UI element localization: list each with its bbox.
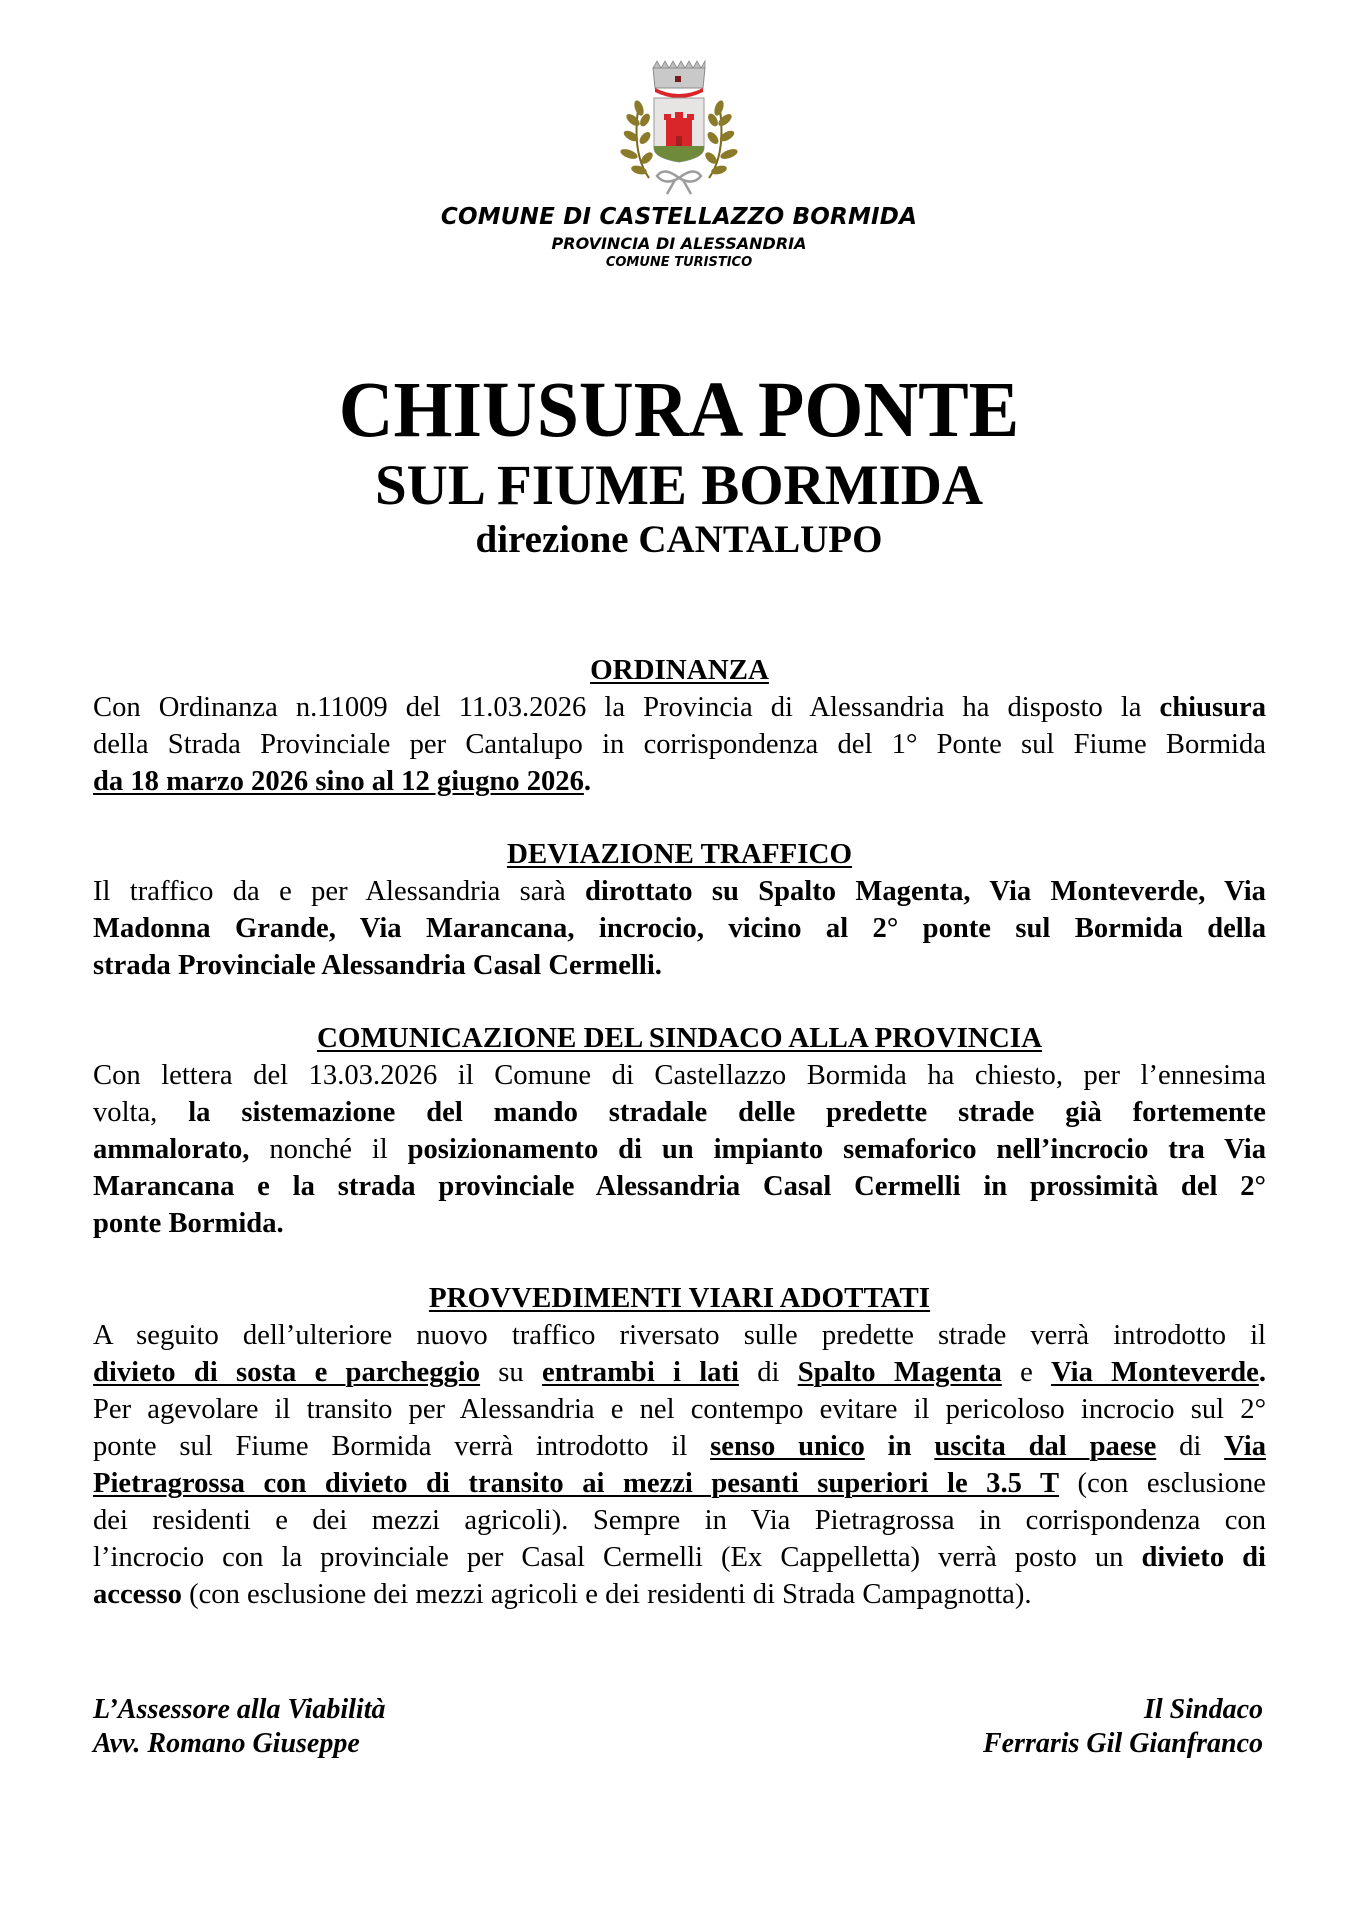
text-run: ponte sul Fiume Bormida verrà introdotto il: [93, 1431, 711, 1462]
section-body: [93, 873, 1266, 984]
section-deviazione: [93, 836, 1266, 984]
text-line: [93, 726, 1266, 763]
bold-text: ammalorato,: [93, 1134, 250, 1165]
text-run: Il traffico da e per Alessandria sarà: [93, 876, 586, 907]
bold-text: ponte Bormida.: [93, 1208, 284, 1239]
notice-title: CHIUSURA PONTE: [338, 367, 1020, 454]
crown-icon: [653, 61, 705, 98]
text-line: [93, 1205, 1266, 1242]
bold-text: posizionamento di un impianto semaforico nell’incrocio tra Via: [407, 1134, 1266, 1165]
signature-name: Avv. Romano Giuseppe: [93, 1728, 360, 1759]
text-run: nonché il: [249, 1134, 408, 1165]
text-line: [93, 1428, 1266, 1465]
text-run: su: [480, 1357, 542, 1388]
text-line: [93, 1057, 1266, 1094]
bold-text: Marancana e la strada provinciale Alessandria Casal Cermelli in prossimità del 2°: [93, 1171, 1266, 1202]
section-comunicazione: [93, 1020, 1266, 1242]
emphasized-text: Spalto Magenta: [797, 1357, 1002, 1388]
text-line: [93, 1502, 1266, 1539]
section-heading: DEVIAZIONE TRAFFICO: [506, 838, 853, 870]
shield-icon: [654, 98, 704, 162]
text-line: [93, 1094, 1266, 1131]
bold-text: la sistemazione del mando stradale delle predette strade già fortemente: [188, 1097, 1266, 1128]
emphasized-text: Via Monteverde: [1051, 1357, 1259, 1388]
coat-of-arms-logo: [609, 58, 749, 198]
text-run: A seguito dell’ulteriore nuovo traffico riversato sulle predette strade verrà introdotto il: [93, 1320, 1266, 1351]
text-line: [93, 910, 1266, 947]
text-line: [93, 1317, 1266, 1354]
text-run: (con esclusione dei mezzi agricoli e dei residenti di Strada Campagnotta).: [181, 1579, 1032, 1610]
emphasized-text: da 18 marzo 2026 sino al 12 giugno 2026: [93, 766, 584, 797]
bold-text: .: [1258, 1357, 1266, 1388]
bold-text: in: [864, 1431, 935, 1462]
section-ordinanza: [93, 652, 1266, 800]
municipality-status: COMUNE TURISTICO: [605, 255, 753, 270]
text-line: [93, 1131, 1266, 1168]
emphasized-text: uscita dal paese: [934, 1431, 1157, 1462]
text-line: [93, 1576, 1266, 1613]
section-body: [93, 1057, 1266, 1242]
emphasized-text: divieto di sosta e parcheggio: [93, 1357, 481, 1388]
text-line: [93, 1465, 1266, 1502]
bold-text: divieto di: [1141, 1542, 1266, 1573]
section-heading: PROVVEDIMENTI VIARI ADOTTATI: [428, 1282, 931, 1314]
emphasized-text: entrambi i lati: [542, 1357, 739, 1388]
text-run: (con esclusione: [1059, 1468, 1266, 1499]
section-heading: COMUNICAZIONE DEL SINDACO ALLA PROVINCIA: [316, 1022, 1043, 1054]
section-body: [93, 1317, 1266, 1613]
text-run: e: [1001, 1357, 1052, 1388]
text-line: [93, 689, 1266, 726]
signature-assessore: [93, 1693, 385, 1761]
text-run: di: [738, 1357, 798, 1388]
emphasized-text: senso unico: [710, 1431, 865, 1462]
text-run: della Strada Provinciale per Cantalupo in corrispondenza del 1° Ponte sul Fiume Bormida: [93, 729, 1266, 760]
text-run: Con Ordinanza n.11009 del 11.03.2026 la Provincia di Alessandria ha disposto la: [93, 692, 1160, 723]
text-line: [93, 947, 1266, 984]
text-line: [93, 1391, 1266, 1428]
text-line: [93, 763, 1266, 800]
signature-name: Ferraris Gil Gianfranco: [982, 1728, 1263, 1759]
section-body: [93, 689, 1266, 800]
signature-role: Il Sindaco: [1143, 1694, 1263, 1725]
text-run: Per agevolare il transito per Alessandria e nel contempo evitare il pericoloso incrocio sul 2°: [93, 1394, 1266, 1425]
notice-direction: direzione CANTALUPO: [475, 518, 883, 561]
text-run: di: [1156, 1431, 1225, 1462]
emphasized-text: Pietragrossa con divieto di transito ai mezzi pesanti superiori le 3.5 T: [93, 1468, 1060, 1499]
bold-text: strada Provinciale Alessandria Casal Cermelli.: [93, 950, 662, 981]
text-line: [93, 1354, 1266, 1391]
signature-role: L’Assessore alla Viabilità: [93, 1694, 386, 1725]
section-provvedimenti: [93, 1280, 1266, 1613]
signature-sindaco: [983, 1693, 1263, 1761]
text-run: dei residenti e dei mezzi agricoli). Sempre in Via Pietragrossa in corrispondenza con: [93, 1505, 1266, 1536]
bold-text: chiusura: [1159, 692, 1266, 723]
text-line: [93, 1168, 1266, 1205]
municipality-name: COMUNE DI CASTELLAZZO BORMIDA: [440, 204, 918, 230]
text-line: [93, 873, 1266, 910]
bold-text: .: [583, 766, 592, 797]
bold-text: dirottato su Spalto Magenta, Via Monteverde, Via: [585, 876, 1266, 907]
text-line: [93, 1539, 1266, 1576]
province-name: PROVINCIA DI ALESSANDRIA: [551, 234, 807, 253]
ribbon-icon: [657, 171, 701, 194]
text-run: volta,: [93, 1097, 189, 1128]
text-run: l’incrocio con la provinciale per Casal Cermelli (Ex Cappelletta) verrà posto un: [93, 1542, 1142, 1573]
text-run: Con lettera del 13.03.2026 il Comune di Castellazzo Bormida ha chiesto, per l’ennesima: [93, 1060, 1266, 1091]
bold-text: accesso: [93, 1579, 182, 1610]
bold-text: Madonna Grande, Via Marancana, incrocio, vicino al 2° ponte sul Bormida della: [93, 913, 1266, 944]
section-heading: ORDINANZA: [590, 654, 769, 686]
emphasized-text: Via: [1224, 1431, 1266, 1462]
notice-subtitle: SUL FIUME BORMIDA: [374, 454, 984, 517]
